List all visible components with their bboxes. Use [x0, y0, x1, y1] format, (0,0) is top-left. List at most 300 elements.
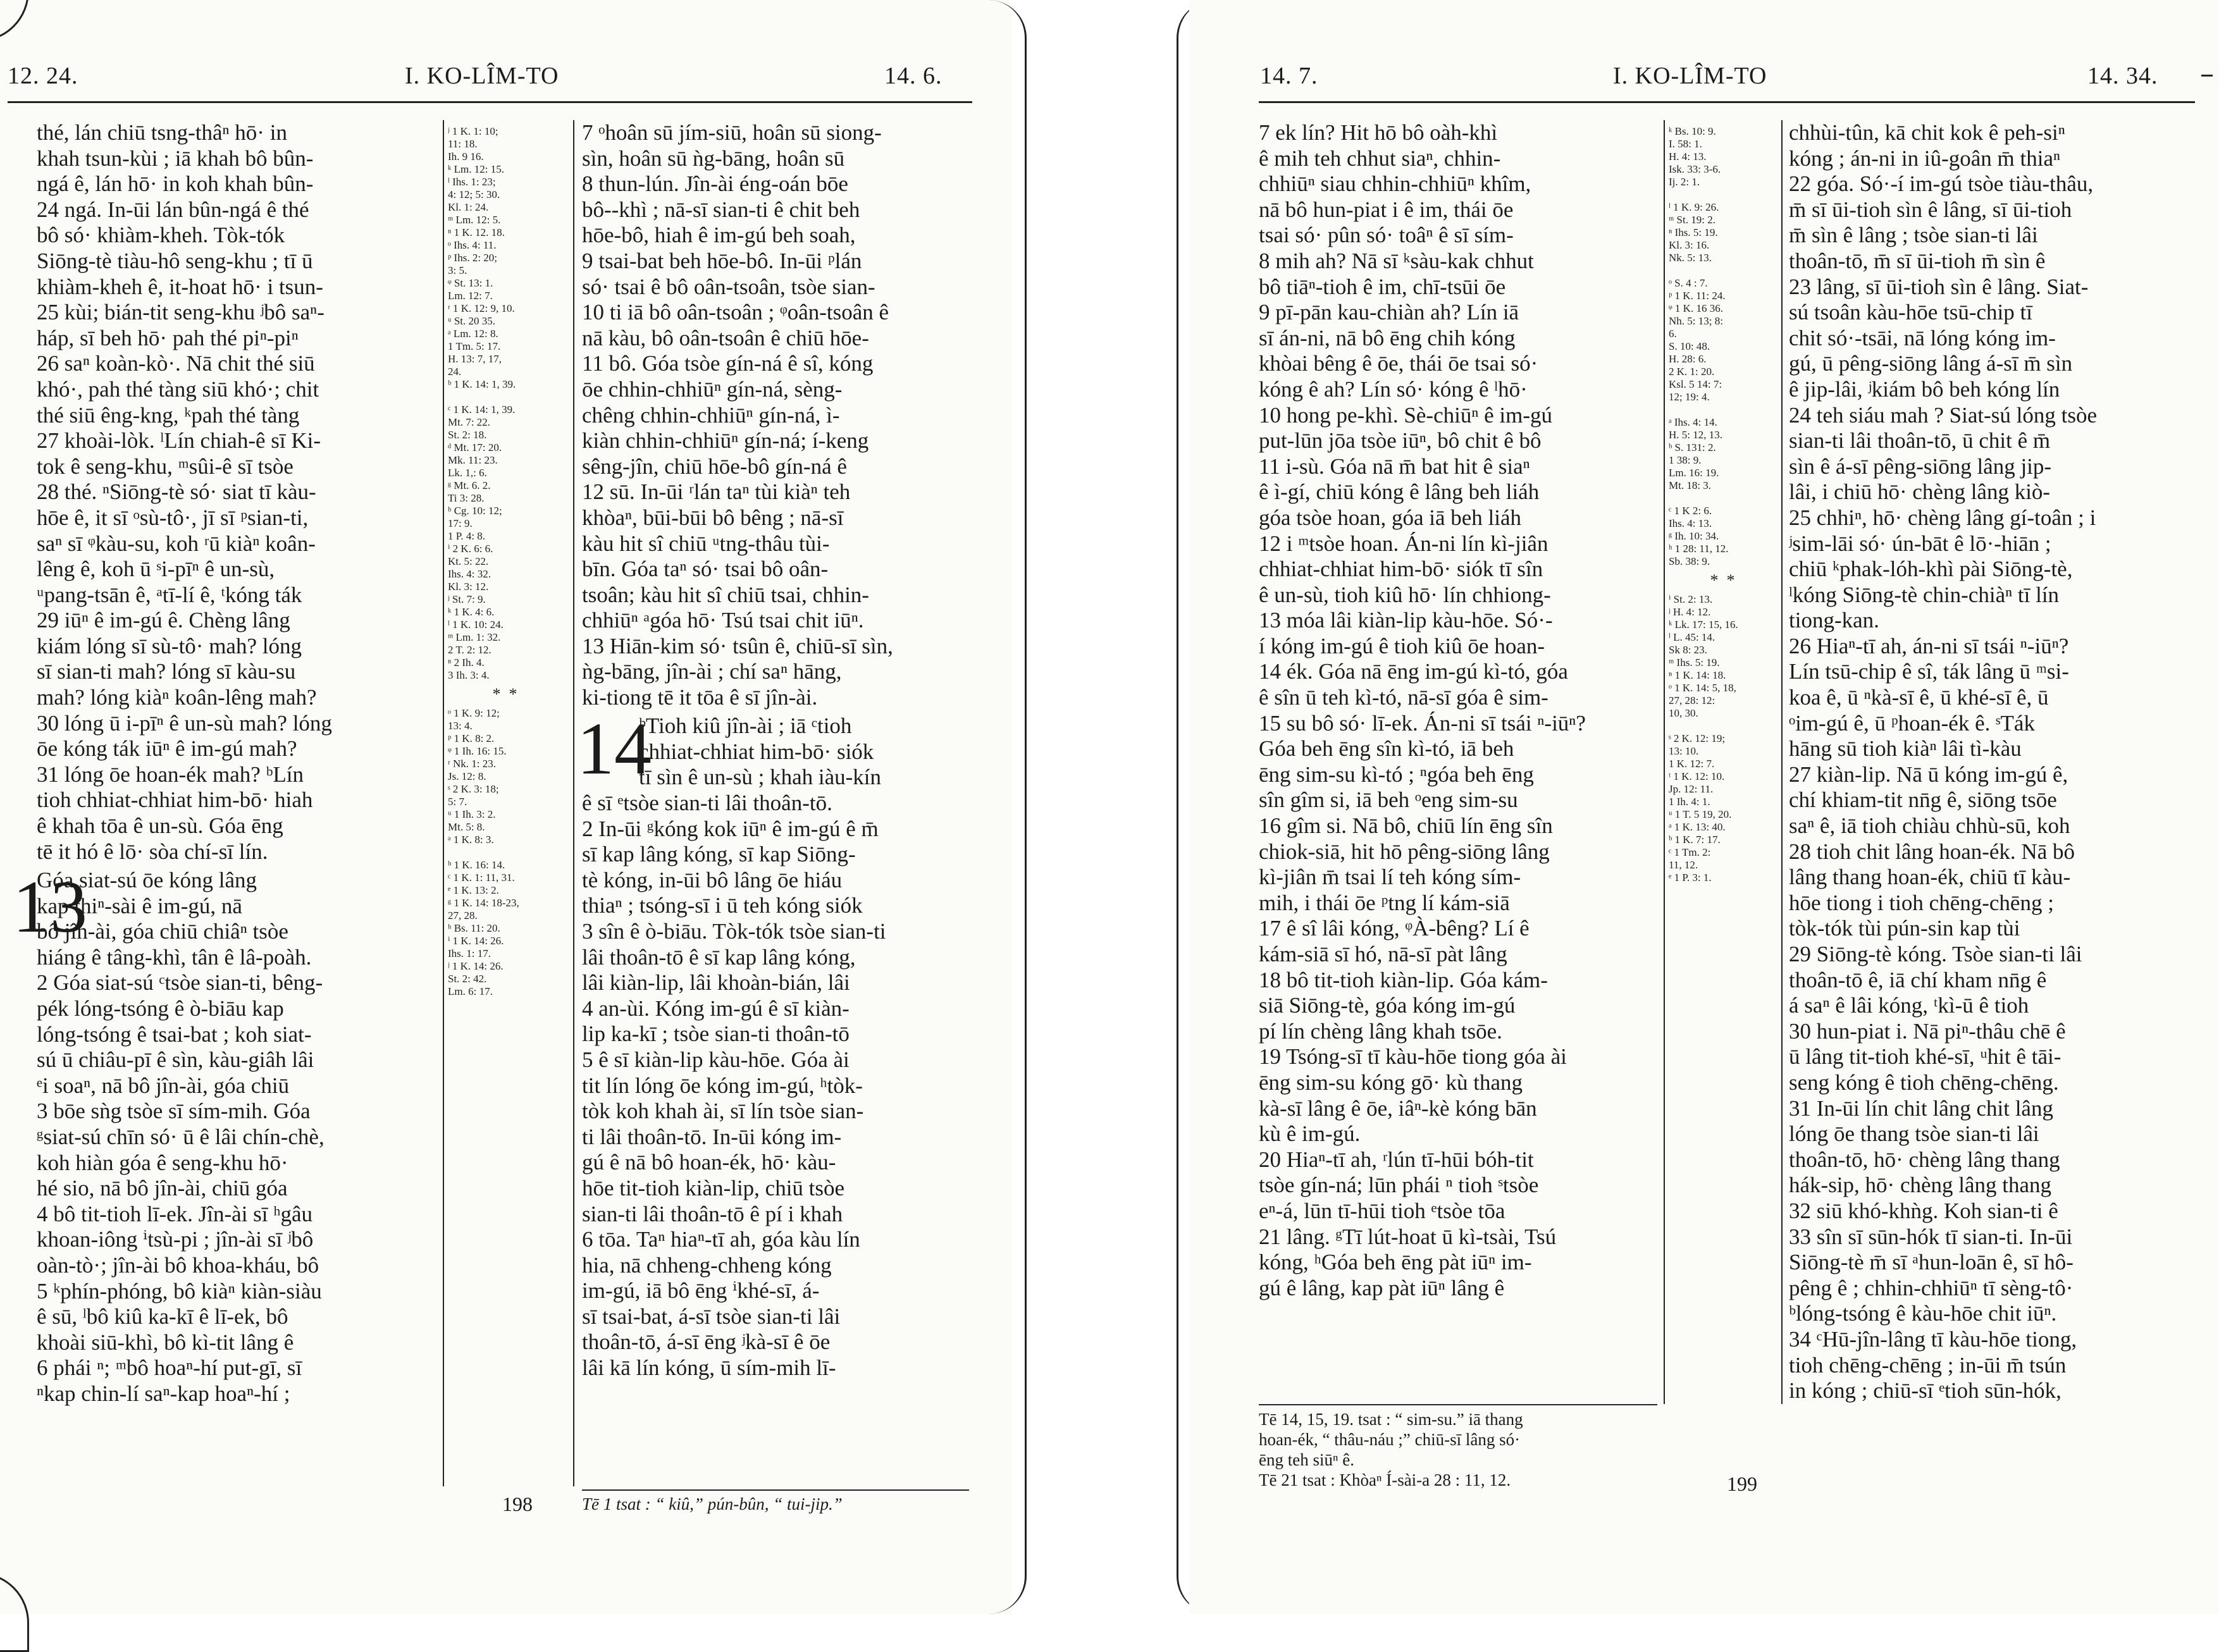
reference-entry: ᵐ St. 19: 2. [1669, 214, 1715, 226]
text-line: sêng-jîn, chiū hōe-bô gín-ná ê [582, 453, 847, 479]
reference-separator: * * [492, 685, 517, 703]
right-text-column-2 [1789, 120, 2199, 1404]
text-line: khó·, pah thé tàng siū khó·; chit [37, 376, 319, 402]
reference-entry: ᵘ 1 Ih. 3: 2. [448, 808, 496, 820]
left-text-column-2b [582, 791, 969, 1381]
column-divider [573, 120, 574, 1486]
text-line: sìn, hoân sū ǹg-bāng, hoân sū [582, 145, 845, 171]
reference-entry [1669, 492, 1776, 505]
left-text-column-2-chapter-head [639, 713, 969, 791]
reference-entry [448, 846, 562, 859]
reference-entry: 1 P. 4: 8. [448, 530, 486, 542]
reference-entry: ⁿ Ihs. 5: 19. [1669, 226, 1718, 238]
text-line: hōe tiong i tioh chēng-chēng ; [1789, 890, 2054, 915]
footnote-line: Tē 14, 15, 19. tsat : “ sim-su.” iā thang [1259, 1410, 1523, 1429]
reference-entry: ʲ H. 4: 12. [1669, 606, 1711, 618]
text-line: ê khah tōa ê un-sù. Góa ēng [37, 813, 283, 839]
text-line: 27 khoài-lòk. ˡLín chiah-ê sī Ki- [37, 428, 321, 453]
reference-entry: Nk. 5: 13. [1669, 252, 1712, 264]
text-line: sī sian-ti mah? lóng sī kàu-su [37, 659, 296, 684]
text-line: 24 teh siáu mah ? Siat-sú lóng tsòe [1789, 402, 2098, 428]
text-line: 9 pī-pān kau-chiàn ah? Lín iā [1259, 300, 1519, 325]
reference-entry: 11, 12. [1669, 859, 1698, 871]
column-divider [1664, 120, 1665, 1404]
reference-entry: Ih. 9 16. [448, 151, 484, 163]
text-line: eⁿ-á, lūn tī-hūi tioh ᵉtsòe tōa [1259, 1198, 1505, 1223]
text-line: 33 sîn sī sūn-hók tī sian-ti. In-ūi [1789, 1224, 2073, 1249]
text-line: ū lâng tit-tioh khé-sī, ᵘhit ê tāi- [1789, 1044, 2061, 1069]
reference-entry: 17: 9. [448, 517, 473, 529]
text-line: 6 tōa. Taⁿ hiaⁿ-tī ah, góa kàu lín [582, 1227, 860, 1252]
reference-entry [1669, 264, 1776, 277]
running-header [0, 62, 1012, 97]
text-line: koa ê, ū ⁿkà-sī ê, ū khé-sī ê, ū [1789, 685, 2049, 710]
text-line: tsai só· pûn só· toâⁿ ê sī sím- [1259, 223, 1514, 248]
footnote [582, 1494, 969, 1514]
left-text-column-1b [37, 868, 436, 1407]
reference-entry: Ti 3: 28. [448, 492, 485, 504]
header-left-ref: 12. 24. [8, 63, 78, 89]
text-line: kà-sī lâng ê ōe, iâⁿ-kè kóng bān [1259, 1095, 1537, 1121]
reference-entry: Ij. 2: 1. [1669, 176, 1700, 188]
text-line: 10 hong pe-khì. Sè-chiūⁿ ê im-gú [1259, 402, 1552, 428]
text-line: Góa beh ēng sîn kì-tó, iā beh [1259, 736, 1514, 761]
reference-entry: Ihs. 1: 17. [448, 947, 491, 959]
text-line: kóng ê ah? Lín só· kóng ê ˡhō· [1259, 376, 1528, 402]
text-line: ê un-sù, tioh kiû hō· lín chhiong- [1259, 582, 1551, 607]
text-line: 4 an-ùi. Kóng im-gú ê sī kiàn- [582, 996, 850, 1021]
page-corner [0, 0, 29, 42]
column-lines [37, 868, 436, 1407]
text-line: lêng ê, koh ū ˢi-pīⁿ ê un-sù, [37, 557, 275, 582]
text-line: hāng sū tioh kiàⁿ lâi tì-kàu [1789, 736, 2022, 761]
reference-entry: 12; 19: 4. [1669, 391, 1710, 403]
text-line: ēng sim-su kì-tó ; ⁿgóa beh ēng [1259, 761, 1534, 787]
reference-entry: ⁿ 2 Ih. 4. [448, 656, 485, 669]
text-line: ᵇTioh kiû jîn-ài ; iā ᶜtioh [639, 713, 852, 738]
text-line: 27 kiàn-lip. Nā ū kóng im-gú ê, [1789, 761, 2068, 787]
reference-entry: ᵇ 1 K. 7: 17. [1669, 834, 1721, 846]
reference-entry: 4: 12; 5: 30. [448, 188, 500, 200]
text-line: ᵘpang-tsān ê, ᵃtī-lí ê, ᵗkóng ták [37, 582, 302, 607]
text-line: kóng, ʰGóa beh ēng pàt iūⁿ im- [1259, 1250, 1532, 1275]
reference-list [1669, 593, 1776, 884]
text-line: ê sī ᵉtsòe sian-ti lâi thoân-tō. [582, 791, 832, 815]
reference-entry: 3: 5. [448, 264, 467, 276]
reference-entry: ˡ Ihs. 1: 23; [448, 176, 496, 188]
column-divider [443, 120, 444, 1486]
text-line: hiáng ê tâng-khì, tân ê lâ-poàh. [37, 944, 312, 970]
reference-entry: H. 4: 13. [1669, 151, 1707, 163]
reference-entry: ᵗ 1 K. 12: 10. [1669, 770, 1725, 782]
book-gutter [1012, 0, 1189, 1614]
text-line: ᵒim-gú ê, ū ᵖhoan-ék ê. ˢTák [1789, 710, 2035, 736]
text-line: 30 lóng ū i-pīⁿ ê un-sù mah? lóng [37, 710, 332, 736]
reference-entry: 1 K. 12: 7. [1669, 758, 1715, 770]
reference-entry: ᵏ Lk. 17: 15, 16. [1669, 619, 1738, 631]
reference-entry: ˡ 1 K. 10: 24. [448, 619, 504, 631]
text-line: 32 siū khó-khǹg. Koh sian-ti ê [1789, 1198, 2058, 1223]
text-line: 13 móa lâi kiàn-lip kàu-hōe. Só·- [1259, 608, 1553, 633]
reference-entry: ˢ 2 K. 3: 18; [448, 783, 499, 795]
text-line: sú tsoân kàu-hōe tsū-chip tī [1789, 300, 2032, 325]
text-line: 30 hun-piat i. Nā piⁿ-thâu chē ê [1789, 1018, 2066, 1044]
reference-entry: ʲ 1 K. 1: 10; [448, 125, 498, 137]
reference-entry: ʲ 1 K. 14: 26. [448, 960, 504, 972]
reference-separator: * * [1710, 571, 1735, 589]
text-line: chit só·-tsāi, nā lóng kóng im- [1789, 325, 2056, 350]
text-line: Siōng-tè tiàu-hô seng-khu ; tī ū [37, 248, 313, 273]
text-line: hé sio, nā bô jîn-ài, chiū góa [37, 1176, 288, 1201]
reference-entry: Js. 12: 8. [448, 770, 486, 782]
text-line: khoài siū-khì, bô kì-tit lâng ê [37, 1329, 294, 1355]
text-line: 21 lâng. ᵍTī lút-hoat ū kì-tsài, Tsú [1259, 1224, 1557, 1249]
text-line: put-lūn jōa tsòe iūⁿ, bô chit ê bô [1259, 428, 1542, 453]
text-line: hōe-bô, hiah ê im-gú beh soah, [582, 223, 856, 248]
reference-entry [448, 391, 562, 404]
text-line: chhiūⁿ siau chhin-chhiūⁿ khîm, [1259, 171, 1531, 197]
text-line: 31 lóng ōe hoan-ék mah? ᵇLín [37, 761, 304, 787]
reference-entry: Mk. 11: 23. [448, 454, 498, 466]
reference-entry: Ihs. 4: 13. [1669, 517, 1712, 529]
cross-references [448, 125, 562, 998]
text-line: lóng ōe thang tsòe sian-ti lâi [1789, 1121, 2039, 1147]
text-line: bīn. Góa taⁿ só· tsai bô oân- [582, 557, 829, 582]
reference-entry: Lm. 6: 17. [448, 985, 493, 997]
page-number: 199 [1727, 1472, 1757, 1495]
text-line: 2 In-ūi ᵍkóng kok iūⁿ ê im-gú ê m̄ [582, 816, 879, 841]
reference-entry: ᶜ 1 Tm. 2: [1669, 846, 1711, 858]
text-line: ᵉi soaⁿ, nā bô jîn-ài, góa chiū [37, 1073, 290, 1098]
text-line: khoan-iông ⁱtsù-pi ; jîn-ài sī ʲbô [37, 1227, 314, 1252]
reference-list [1669, 125, 1776, 568]
text-line: ōe chhin-chhiūⁿ gín-ná, sèng- [582, 376, 843, 402]
footnote-line: hoan-ék, “ thâu-náu ;” chiū-sī lâng só· [1259, 1430, 1521, 1449]
text-line: ēng sim-su kóng gō· kù thang [1259, 1069, 1523, 1095]
reference-entry: 1 Ih. 4: 1. [1669, 796, 1710, 808]
text-line: 13 Hiān-kim só· tsûn ê, chiū-sī sìn, [582, 633, 893, 658]
reference-entry: 1 38: 9. [1669, 454, 1702, 466]
text-line: tī sìn ê un-sù ; khah iàu-kín [639, 765, 882, 790]
reference-entry: 3 Ih. 3: 4. [448, 669, 490, 681]
reference-entry: ᵇ S. 131: 2. [1669, 441, 1716, 453]
text-line: 28 thé. ⁿSiōng-tè só· siat tī kàu- [37, 479, 316, 505]
text-line: 22 góa. Só·-í im-gú tsòe tiàu-thâu, [1789, 171, 2094, 197]
chapter-13-number: 13 [13, 865, 87, 948]
text-line: 8 mih ah? Nā sī ᵏsàu-kak chhut [1259, 248, 1534, 273]
text-line: m̄ sìn ê lâng ; tsòe sian-ti lâi [1789, 223, 2038, 248]
text-line: 12 i ᵐtsòe hoan. Án-ni lín kì-jiân [1259, 531, 1548, 556]
reference-entry: 27, 28. [448, 909, 478, 922]
text-line: sú ū chiâu-pī ê sìn, kàu-giâh lâi [37, 1047, 314, 1073]
text-line: chhiat-chhiat him-bō· siók [639, 739, 874, 764]
reference-entry [1669, 720, 1776, 732]
text-line: siā Siōng-tè, góa kóng im-gú [1259, 993, 1516, 1018]
text-line: 7 ek lín? Hit hō bô oàh-khì [1259, 120, 1498, 145]
text-line: 29 Siōng-tè kóng. Tsòe sian-ti lâi [1789, 942, 2082, 966]
reference-entry: ʰ Bs. 11: 20. [448, 922, 500, 934]
reference-entry: ᵒ 1 K. 9: 12; [448, 707, 500, 719]
reference-entry: 11: 18. [448, 138, 478, 150]
reference-entry: 27, 28: 12: [1669, 694, 1715, 706]
reference-entry: ᵘ 1 T. 5 19, 20. [1669, 808, 1732, 820]
reference-entry: ᵒ S. 4 : 7. [1669, 277, 1708, 289]
text-line: gú ê nā bô hoan-ék, hō· kàu- [582, 1150, 836, 1175]
text-line: thoân-tō, á-sī ēng ʲkà-sī ê ōe [582, 1329, 831, 1355]
text-line: hōe tit-tioh kiàn-lip, chiū tsòe [582, 1175, 845, 1200]
header-book-title: I. KO-LÎM-TO [405, 63, 559, 89]
reference-entry: Kl. 1: 24. [448, 201, 489, 213]
reference-entry: H. 13: 7, 17, [448, 353, 502, 365]
reference-entry: ᵇ 1 K. 16: 14. [448, 859, 505, 871]
text-line: 5 ê sī kiàn-lip kàu-hōe. Góa ài [582, 1047, 850, 1072]
reference-entry: ʲ St. 7: 9. [448, 593, 486, 605]
reference-list [448, 125, 562, 682]
text-line: pí lín chèng lâng khah tsōe. [1259, 1018, 1502, 1044]
footnote-rule [1259, 1404, 1657, 1405]
footnote-lines [1259, 1409, 1657, 1490]
text-line: sìn ê á-sī pêng-siōng lâng jip- [1789, 453, 2052, 479]
reference-entry [1669, 404, 1776, 416]
text-line: khòai bêng ê ōe, thái ōe tsai só· [1259, 351, 1538, 376]
text-line: tioh chhiat-chhiat him-bō· hiah [37, 787, 313, 813]
page-number: 198 [502, 1493, 533, 1515]
reference-entry: ⁿ 1 K. 12. 18. [448, 226, 505, 238]
header-book-title: I. KO-LÎM-TO [1613, 63, 1767, 89]
text-line: 4 bô tit-tioh lī-ek. Jîn-ài sī ʰgâu [37, 1201, 313, 1226]
text-line: pêng ê ; chhin-chhiūⁿ tī sèng-tô· [1789, 1275, 2074, 1300]
text-line: 17 ê sî lâi kóng, ᵠÀ-bêng? Lí ê [1259, 916, 1530, 941]
text-line: sîn gîm si, iā beh ᵒeng sim-su [1259, 787, 1518, 813]
reference-entry: ᵃ 1 K. 13: 40. [1669, 821, 1726, 833]
text-line: tit lín lóng ōe kóng im-gú, ʰtòk- [582, 1073, 863, 1098]
text-line: khòaⁿ, būi-būi bô bêng ; nā-sī [582, 505, 844, 530]
text-line: nā bô hun-piat i ê im, thái ōe [1259, 197, 1514, 222]
reference-entry: ᵒ 1 K. 14: 5, 18, [1669, 682, 1736, 694]
edge-mark [2201, 75, 2213, 77]
reference-entry: ˢ 2 K. 12: 19; [1669, 732, 1726, 744]
reference-entry: ⁿ 1 K. 14: 18. [1669, 669, 1726, 681]
text-line: ê jip-lâi, ʲkiám bô beh kóng lín [1789, 376, 2060, 402]
text-line: 34 ᶜHū-jîn-lâng tī kàu-hōe tiong, [1789, 1326, 2077, 1352]
reference-entry: Mt. 7: 22. [448, 416, 491, 428]
text-line: sian-ti lâi thoân-tō ê pí i khah [582, 1201, 843, 1226]
text-line: 14 ék. Góa nā ēng im-gú kì-tó, góa [1259, 659, 1568, 684]
text-line: hia, nā chheng-chheng kóng [582, 1252, 832, 1278]
text-line: thoân-tō ê, iā chí kham nn̄g ê [1789, 967, 2047, 992]
reference-entry: ʰ Cg. 10: 12; [448, 505, 502, 517]
text-line: 18 bô tit-tioh kiàn-lip. Góa kám- [1259, 967, 1548, 992]
text-line: saⁿ sī ᵠkàu-su, koh ʳū kiàⁿ koân- [37, 531, 316, 556]
text-line: tòk koh khah ài, sī lín tsòe sian- [582, 1099, 864, 1124]
page-edge-curve [987, 0, 1027, 1614]
column-lines [582, 791, 969, 1381]
text-line: gú ê lâng, kap pàt iūⁿ lâng ê [1259, 1275, 1505, 1300]
reference-entry: ᵖ 1 K. 11: 24. [1669, 290, 1726, 302]
reference-entry: ᵍ 1 K. 14: 18-23, [448, 897, 519, 909]
reference-entry: St. 2: 18. [448, 429, 487, 441]
reference-list [448, 707, 562, 998]
text-line: ti lâi thoân-tō. In-ūi kóng im- [582, 1124, 842, 1149]
reference-entry: 24. [448, 366, 462, 378]
text-line: 11 bô. Góa tsòe gín-ná ê sî, kóng [582, 351, 874, 376]
header-left-ref: 14. 7. [1260, 63, 1318, 89]
text-line: mah? lóng kiàⁿ koân-lêng mah? [37, 685, 317, 710]
text-line: chhiūⁿ ᵃgóa hō· Tsú tsai chit iūⁿ. [582, 608, 864, 633]
text-line: ⁿkap chin-lí saⁿ-kap hoaⁿ-hí ; [37, 1381, 290, 1406]
reference-entry: ʳ 1 K. 12: 9, 10. [448, 302, 515, 314]
reference-entry: ᵉ 1 P. 3: 1. [1669, 872, 1712, 884]
header-right-ref: 14. 34. [2087, 63, 2158, 89]
reference-entry: ᵈ Mt. 17: 20. [448, 441, 502, 453]
text-line: ᵇlóng-tsóng ê kàu-hōe chit iūⁿ. [1789, 1301, 2057, 1326]
text-line: 6 phái ⁿ; ᵐbô hoaⁿ-hí put-gī, sī [37, 1355, 302, 1381]
header-rule [8, 101, 972, 103]
column-lines [1789, 120, 2199, 1404]
text-line: 25 chhiⁿ, hō· chèng lâng gí-toân ; i [1789, 505, 2096, 530]
reference-entry: ᵖ Ihs. 2: 20; [448, 252, 498, 264]
text-line: 16 gîm si. Nā bô, chiū lín ēng sîn [1259, 813, 1553, 839]
text-line: ngá ê, lán hō· in koh khah bûn- [37, 171, 314, 197]
text-line: tòk-tók tùi pún-sin kap tùi [1789, 916, 2020, 941]
text-line: ᵍsiat-sú chīn só· ū ê lâi chín-chè, [37, 1124, 325, 1149]
column-lines [582, 120, 969, 711]
text-line: sian-ti lâi thoân-tō, ū chit ê m̄ [1789, 428, 2051, 453]
reference-entry: Lk. 1,: 6. [448, 467, 487, 479]
reference-entry: ᵐ Lm. 12: 5. [448, 214, 501, 226]
text-line: 28 tioh chit lâng hoan-ék. Nā bô [1789, 839, 2075, 864]
text-line: 31 In-ūi lín chit lâng chit lâng [1789, 1095, 2053, 1121]
reference-entry: Nh. 5: 13; 8: [1669, 315, 1723, 327]
text-line: bô tiāⁿ-tioh ê im, chī-tsūi ōe [1259, 274, 1506, 299]
text-line: tsòe gín-ná; lūn phái ⁿ tioh ˢtsòe [1259, 1173, 1539, 1198]
text-line: 10 ti iā bô oân-tsoân ; ᵠoân-tsoân ê [582, 300, 889, 325]
text-line: kám-siā sī hó, nā-sī pàt lâng [1259, 942, 1507, 966]
text-line: 24 ngá. In-ūi lán bûn-ngá ê thé [37, 197, 309, 222]
text-line: 12 sū. In-ūi ʳlán taⁿ tùi kiàⁿ teh [582, 479, 851, 505]
text-line: pék lóng-tsóng ê ò-biāu kap [37, 996, 284, 1021]
text-line: tioh chēng-chēng ; in-ūi m̄ tsún [1789, 1352, 2067, 1378]
text-line: 11 i-sù. Góa nā m̄ bat hit ê siaⁿ [1259, 453, 1530, 479]
header-rule [1259, 101, 2195, 103]
reference-entry: Jp. 12: 11. [1669, 783, 1714, 795]
reference-entry: 10, 30. [1669, 707, 1698, 719]
text-line: ǹg-bāng, jîn-ài ; chí saⁿ hāng, [582, 659, 842, 684]
text-line: thoân-tō, hō· chèng lâng thang [1789, 1147, 2060, 1172]
text-line: sī kap lâng kóng, sī kap Siōng- [582, 842, 856, 867]
text-line: Siōng-tè m̄ sī ᵃhun-loān ê, sī hô- [1789, 1250, 2074, 1275]
right-text-column-1 [1259, 120, 1657, 1301]
text-line: thé, lán chiū tsng-thâⁿ hō· in [37, 120, 287, 145]
reference-entry: Lm. 16: 19. [1669, 467, 1719, 479]
reference-entry: ᵐ Ihs. 5: 19. [1669, 656, 1720, 669]
reference-entry: ᵇ 1 K. 14: 1, 39. [448, 378, 516, 390]
text-line: bô jîn-ài, góa chiū chiâⁿ tsòe [37, 919, 288, 944]
left-text-column-1 [37, 120, 436, 865]
text-line: háp, sī beh hō· pah thé piⁿ-piⁿ [37, 325, 299, 350]
text-line: tiong-kan. [1789, 608, 1879, 633]
page-corner [0, 1572, 29, 1652]
text-line: 15 su bô só· lī-ek. Án-ni sī tsái ⁿ-iūⁿ? [1259, 710, 1586, 736]
text-line: 19 Tsóng-sī tī kàu-hōe tiong góa ài [1259, 1044, 1567, 1069]
reference-entry: ˡ 1 K. 9: 26. [1669, 201, 1719, 213]
text-line: ê sîn ū teh kì-tó, nā-sī góa ê sim- [1259, 685, 1548, 710]
text-line: 5 ᵏphín-phóng, bô kiàⁿ kiàn-siàu [37, 1278, 322, 1304]
reference-entry: ʰ 1 28: 11, 12. [1669, 543, 1729, 555]
text-line: sī án-ni, nā bô ēng chih kóng [1259, 325, 1516, 350]
reference-entry: H. 28: 6. [1669, 353, 1707, 365]
text-line: kiám lóng sī sù-tô· mah? lóng [37, 633, 302, 658]
text-line: mih, i thái ōe ᵖtng lí kám-siā [1259, 890, 1510, 915]
reference-entry: ᵃ 1 K. 8: 3. [448, 834, 494, 846]
text-line: gú, ū pêng-siōng lâng á-sī m̄ sìn [1789, 351, 2073, 376]
text-line: á saⁿ ê lâi kóng, ᵗkì-ū ê tioh [1789, 993, 2029, 1018]
text-line: 23 lâng, sī ūi-tioh sìn ê lâng. Siat- [1789, 274, 2089, 299]
text-line: 7 ᵒhoân sū jím-siū, hoân sū siong- [582, 120, 882, 145]
reference-entry: Isk. 33: 3-6. [1669, 163, 1721, 175]
text-line: lóng-tsóng ê tsai-bat ; koh siat- [37, 1021, 312, 1047]
reference-entry: ᵖ 1 K. 8: 2. [448, 732, 495, 744]
text-line: m̄ sī ūi-tioh sìn ê lâng, sī ūi-tioh [1789, 197, 2072, 222]
reference-entry: ᶜ 1 K 2: 6. [1669, 505, 1712, 517]
text-line: 20 Hiaⁿ-tī ah, ʳlún tī-hūi bóh-tit [1259, 1147, 1534, 1172]
text-line: lâi kā lín kóng, ū sím-mih lī- [582, 1355, 836, 1381]
text-line: Lín tsū-chip ê sî, ták lâng ū ᵐsi- [1789, 659, 2069, 684]
text-line: kì-jiân m̄ tsai lí teh kóng sím- [1259, 865, 1521, 890]
reference-entry: Sk 8: 23. [1669, 644, 1707, 656]
text-line: im-gú, iā bô ēng ⁱkhé-sī, á- [582, 1278, 820, 1304]
footnote-line: ēng teh siūⁿ ê. [1259, 1450, 1354, 1469]
header-right-ref: 14. 6. [884, 63, 943, 89]
text-line: tè kóng, in-ūi bô lâng ōe hiáu [582, 867, 843, 892]
running-header [1189, 62, 2219, 97]
reference-entry: Ihs. 4: 32. [448, 568, 491, 580]
text-line: 25 kùi; bián-tit seng-khu ʲbô saⁿ- [37, 300, 325, 325]
text-line: bô só· khiàm-kheh. Tòk-tók [37, 223, 285, 248]
reference-entry: 6. [1669, 328, 1677, 340]
reference-entry: ᵍ Mt. 6. 2. [448, 479, 491, 491]
text-line: chiū ᵏphak-lóh-khì pài Siōng-tè, [1789, 557, 2073, 582]
text-line: chêng chhin-chhiūⁿ gín-ná, ì- [582, 402, 840, 428]
text-line: góa tsòe hoan, góa iā beh liáh [1259, 505, 1522, 530]
column-lines [1259, 120, 1657, 1301]
reference-entry: 13: 4. [448, 720, 473, 732]
text-line: seng kóng ê tioh chēng-chēng. [1789, 1069, 2059, 1095]
reference-entry: Mt. 18: 3. [1669, 479, 1712, 491]
text-line: lâi kiàn-lip, lâi khoàn-bián, lâi [582, 970, 850, 996]
text-line: kàu hit sî chiū ᵘtng-thâu tùi- [582, 531, 830, 556]
text-line: ʲsim-lāi só· ún-bāt ê lō·-hiān ; [1789, 531, 2051, 556]
footnote-line: Tē 1 tsat : “ kiû,” pún-bûn, “ tui-jip.” [582, 1495, 843, 1513]
text-line: khah tsun-kùi ; iā khah bô bûn- [37, 145, 314, 171]
text-line: 26 Hiaⁿ-tī ah, án-ni sī tsái ⁿ-iūⁿ? [1789, 633, 2069, 658]
reference-entry: ʳ Nk. 1: 23. [448, 758, 496, 770]
text-line: khiàm-kheh ê, it-hoat hō· i tsun- [37, 274, 323, 299]
text-line: hák-sip, hō· chèng lâng thang [1789, 1173, 2052, 1198]
reference-entry: ˡ L. 45: 14. [1669, 631, 1715, 643]
text-line: kóng ; án-ni in iû-goân m̄ thiaⁿ [1789, 145, 2061, 171]
text-line: oàn-tò·; jîn-ài bô khoa-kháu, bô [37, 1252, 319, 1278]
cross-references [1669, 125, 1776, 884]
reference-entry: 2 K. 1: 20. [1669, 366, 1715, 378]
reference-entry: ⁱ 2 K. 6: 6. [448, 543, 493, 555]
reference-entry: ᵒ Ihs. 4: 11. [448, 239, 497, 251]
reference-entry: 1 Tm. 5: 17. [448, 340, 501, 352]
footnotes [1259, 1409, 1657, 1490]
text-line: saⁿ ê, iā tioh chiàu chhù-sū, koh [1789, 813, 2070, 839]
text-line: ōe kóng ták iūⁿ ê im-gú mah? [37, 736, 297, 761]
left-page [0, 0, 1012, 1614]
